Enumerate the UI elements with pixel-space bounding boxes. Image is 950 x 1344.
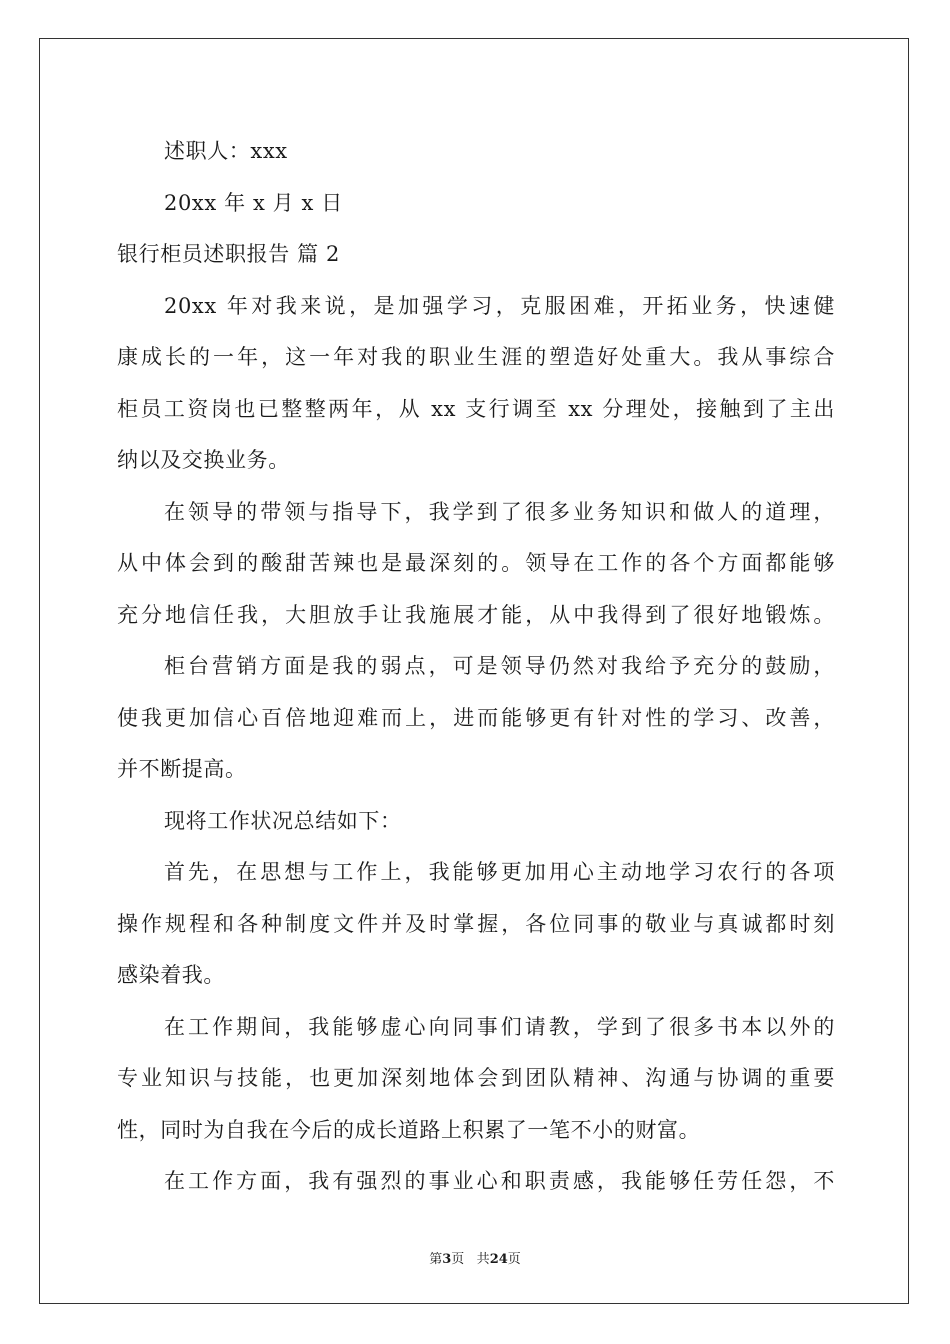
text-line: 在工作期间，我能够虚心向同事们请教，学到了很多书本以外的 bbox=[164, 1014, 835, 1039]
current-page-number: 3 bbox=[442, 1252, 452, 1267]
text-line: 操作规程和各种制度文件并及时掌握，各位同事的敬业与真诚都时刻 bbox=[117, 911, 835, 936]
document-body bbox=[117, 126, 835, 1208]
text-line: 在工作方面，我有强烈的事业心和职责感，我能够任劳任怨，不 bbox=[164, 1169, 835, 1193]
text-line: 银行柜员述职报告 篇 2 bbox=[117, 242, 340, 266]
text-line: 性，同时为自我在今后的成长道路上积累了一笔不小的财富。 bbox=[117, 1117, 701, 1142]
text-line: 首先，在思想与工作上，我能够更加用心主动地学习农行的各项 bbox=[164, 860, 835, 884]
text-line: 20xx 年对我来说，是加强学习，克服困难，开拓业务，快速健 bbox=[164, 293, 835, 318]
text-line: 述职人：xxx bbox=[164, 139, 288, 163]
text-line: 专业知识与技能，也更加深刻地体会到团队精神、沟通与协调的重要 bbox=[117, 1066, 835, 1090]
text-line: 从中体会到的酸甜苦辣也是最深刻的。领导在工作的各个方面都能够 bbox=[117, 551, 835, 575]
footer-total-prefix: 共 bbox=[476, 1252, 490, 1267]
text-line: 感染着我。 bbox=[117, 963, 225, 987]
text-line: 柜员工资岗也已整整两年，从 xx 支行调至 xx 分理处，接触到了主出 bbox=[117, 396, 835, 421]
text-line: 20xx 年 x 月 x 日 bbox=[164, 190, 343, 215]
total-page-count: 24 bbox=[489, 1252, 508, 1267]
text-line: 现将工作状况总结如下： bbox=[164, 808, 402, 833]
footer-total-unit: 页 bbox=[507, 1252, 521, 1267]
text-line: 并不断提高。 bbox=[117, 757, 247, 781]
text-line: 在领导的带领与指导下，我学到了很多业务知识和做人的道理， bbox=[164, 499, 835, 524]
text-line: 柜台营销方面是我的弱点，可是领导仍然对我给予充分的鼓励， bbox=[164, 654, 835, 678]
text-line: 康成长的一年，这一年对我的职业生涯的塑造好处重大。我从事综合 bbox=[117, 345, 835, 369]
page-footer bbox=[0, 1248, 950, 1267]
footer-prefix: 第 bbox=[429, 1252, 443, 1267]
text-line: 纳以及交换业务。 bbox=[117, 448, 290, 472]
text-line: 使我更加信心百倍地迎难而上，进而能够更有针对性的学习、改善， bbox=[117, 705, 835, 730]
text-line: 充分地信任我，大胆放手让我施展才能，从中我得到了很好地锻炼。 bbox=[117, 602, 835, 627]
footer-page-unit: 页 bbox=[451, 1252, 465, 1267]
